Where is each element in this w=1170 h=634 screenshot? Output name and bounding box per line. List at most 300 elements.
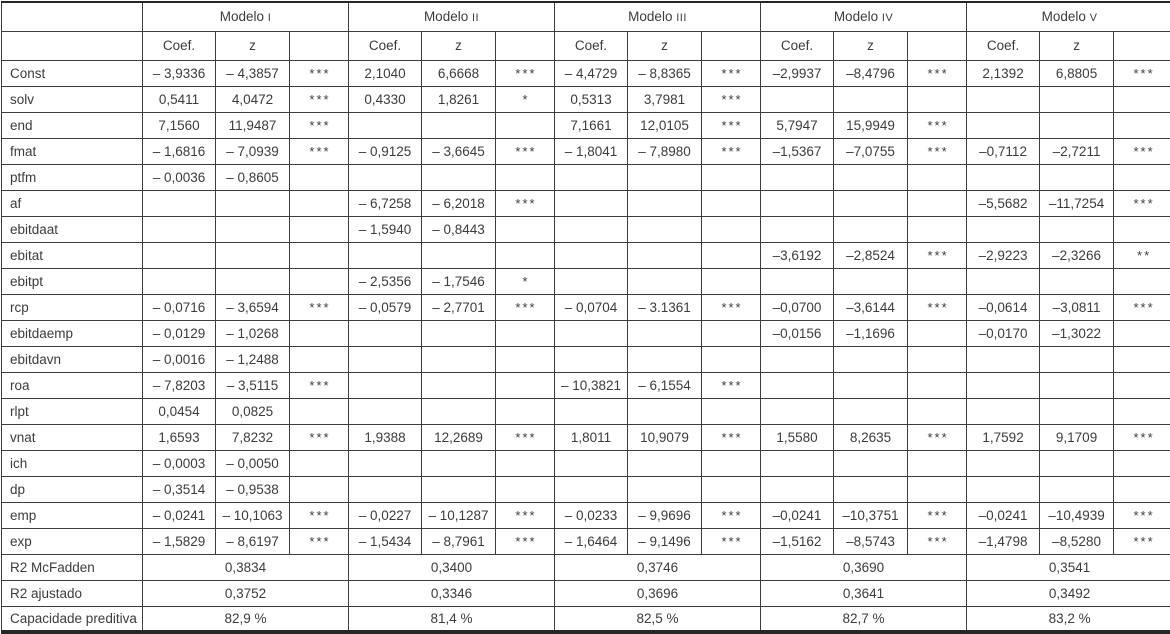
- z-cell: – 0,9538: [216, 476, 290, 502]
- significance-cell: [1114, 112, 1170, 138]
- coef-cell: [967, 216, 1040, 242]
- z-cell: [216, 216, 290, 242]
- z-cell: 4,0472: [216, 86, 290, 112]
- coef-cell: [143, 216, 216, 242]
- z-cell: –10,4939: [1040, 502, 1114, 528]
- table-row: [2, 528, 1170, 554]
- variable-label: af: [2, 190, 143, 216]
- significance-cell: *: [496, 86, 555, 112]
- variable-label: rcp: [2, 294, 143, 320]
- coef-cell: – 1,5434: [349, 528, 422, 554]
- significance-cell: [290, 476, 349, 502]
- significance-cell: ***: [290, 424, 349, 450]
- significance-cell: ***: [1114, 60, 1170, 86]
- z-cell: [1040, 216, 1114, 242]
- coef-cell: – 0,0036: [143, 164, 216, 190]
- significance-cell: ***: [908, 242, 967, 268]
- variable-label: dp: [2, 476, 143, 502]
- coef-cell: [761, 190, 834, 216]
- significance-cell: ***: [1114, 502, 1170, 528]
- z-cell: [628, 164, 702, 190]
- significance-cell: [1114, 476, 1170, 502]
- significance-cell: [908, 450, 967, 476]
- table-row: [2, 190, 1170, 216]
- model-header: [555, 2, 761, 31]
- coef-cell: 1,8011: [555, 424, 628, 450]
- coef-cell: – 0,0233: [555, 502, 628, 528]
- coef-cell: [555, 450, 628, 476]
- summary-row: [2, 554, 1170, 580]
- coef-cell: [967, 112, 1040, 138]
- significance-cell: [908, 398, 967, 424]
- summary-label: R2 McFadden: [2, 554, 143, 580]
- z-cell: [1040, 346, 1114, 372]
- significance-cell: ***: [702, 424, 761, 450]
- coef-cell: 1,9388: [349, 424, 422, 450]
- z-cell: 11,9487: [216, 112, 290, 138]
- z-cell: 7,8232: [216, 424, 290, 450]
- z-cell: [628, 190, 702, 216]
- significance-cell: ***: [1114, 424, 1170, 450]
- coef-cell: – 3,9336: [143, 60, 216, 86]
- significance-cell: ***: [908, 112, 967, 138]
- variable-label: exp: [2, 528, 143, 554]
- z-cell: – 7,8980: [628, 138, 702, 164]
- variable-label: ebitdaat: [2, 216, 143, 242]
- significance-cell: [496, 398, 555, 424]
- model-name: Modelo: [220, 9, 264, 24]
- coef-cell: –2,9223: [967, 242, 1040, 268]
- significance-header: [496, 31, 555, 60]
- coef-cell: [349, 242, 422, 268]
- significance-cell: ***: [1114, 190, 1170, 216]
- significance-cell: ***: [290, 86, 349, 112]
- variable-label: end: [2, 112, 143, 138]
- significance-cell: ***: [496, 502, 555, 528]
- z-cell: [628, 320, 702, 346]
- summary-value: 0,3834: [143, 554, 349, 580]
- model-header: [761, 2, 967, 31]
- model-numeral: V: [1090, 12, 1098, 24]
- significance-cell: [290, 268, 349, 294]
- variable-label: vnat: [2, 424, 143, 450]
- z-cell: –2,8524: [834, 242, 908, 268]
- z-cell: –3,6144: [834, 294, 908, 320]
- coef-cell: – 0,0003: [143, 450, 216, 476]
- z-cell: [1040, 86, 1114, 112]
- z-cell: –8,5280: [1040, 528, 1114, 554]
- significance-cell: [496, 164, 555, 190]
- coef-cell: [761, 398, 834, 424]
- coef-cell: [967, 450, 1040, 476]
- coef-cell: –3,6192: [761, 242, 834, 268]
- significance-cell: [702, 450, 761, 476]
- variable-label: fmat: [2, 138, 143, 164]
- coef-cell: 0,5313: [555, 86, 628, 112]
- coef-cell: [555, 242, 628, 268]
- model-numeral: II: [472, 12, 479, 24]
- z-cell: [628, 450, 702, 476]
- z-cell: – 3,5115: [216, 372, 290, 398]
- coef-cell: [143, 268, 216, 294]
- z-cell: 0,0825: [216, 398, 290, 424]
- z-cell: [834, 450, 908, 476]
- z-cell: [834, 476, 908, 502]
- z-cell: [834, 216, 908, 242]
- significance-cell: ***: [496, 528, 555, 554]
- table-row: [2, 502, 1170, 528]
- table-row: [2, 268, 1170, 294]
- model-header: [349, 2, 555, 31]
- coef-cell: [761, 450, 834, 476]
- significance-cell: [702, 476, 761, 502]
- coef-cell: [967, 346, 1040, 372]
- significance-cell: ***: [496, 138, 555, 164]
- significance-cell: [908, 216, 967, 242]
- coef-header: Coef.: [555, 31, 628, 60]
- z-cell: [834, 268, 908, 294]
- variable-label: Const: [2, 60, 143, 86]
- summary-label: R2 ajustado: [2, 580, 143, 606]
- z-cell: [422, 450, 496, 476]
- significance-cell: [290, 320, 349, 346]
- coef-cell: [349, 476, 422, 502]
- z-header: z: [216, 31, 290, 60]
- z-cell: [422, 476, 496, 502]
- coef-cell: [967, 476, 1040, 502]
- model-name: Modelo: [628, 9, 672, 24]
- z-cell: 12,2689: [422, 424, 496, 450]
- z-cell: – 0,8443: [422, 216, 496, 242]
- significance-cell: ***: [702, 138, 761, 164]
- z-header: z: [1040, 31, 1114, 60]
- significance-cell: [1114, 398, 1170, 424]
- z-cell: – 0,0050: [216, 450, 290, 476]
- significance-cell: [1114, 216, 1170, 242]
- summary-value: 0,3346: [349, 580, 555, 606]
- coef-cell: –1,5367: [761, 138, 834, 164]
- significance-cell: [290, 216, 349, 242]
- coef-cell: – 0,0129: [143, 320, 216, 346]
- coef-cell: [761, 216, 834, 242]
- significance-cell: ***: [702, 528, 761, 554]
- coef-cell: 7,1560: [143, 112, 216, 138]
- coef-header: Coef.: [143, 31, 216, 60]
- variable-label: ebitpt: [2, 268, 143, 294]
- z-cell: – 10,1063: [216, 502, 290, 528]
- summary-value: 82,9 %: [143, 606, 349, 632]
- coef-cell: –5,5682: [967, 190, 1040, 216]
- coef-cell: [349, 398, 422, 424]
- coef-cell: – 10,3821: [555, 372, 628, 398]
- z-cell: [628, 398, 702, 424]
- significance-cell: [702, 164, 761, 190]
- z-cell: –2,7211: [1040, 138, 1114, 164]
- significance-cell: [908, 476, 967, 502]
- z-cell: – 8,7961: [422, 528, 496, 554]
- significance-cell: [290, 450, 349, 476]
- z-cell: –8,4796: [834, 60, 908, 86]
- significance-cell: [702, 216, 761, 242]
- z-cell: –11,7254: [1040, 190, 1114, 216]
- coef-cell: –0,0614: [967, 294, 1040, 320]
- coef-cell: 0,4330: [349, 86, 422, 112]
- coef-cell: [967, 268, 1040, 294]
- coef-header: Coef.: [349, 31, 422, 60]
- z-cell: –1,1696: [834, 320, 908, 346]
- coef-cell: –0,7112: [967, 138, 1040, 164]
- coef-cell: – 0,0704: [555, 294, 628, 320]
- table-body: [2, 60, 1170, 632]
- coef-cell: [349, 112, 422, 138]
- significance-cell: [908, 346, 967, 372]
- significance-cell: [290, 164, 349, 190]
- coef-cell: – 1,6816: [143, 138, 216, 164]
- z-cell: [628, 268, 702, 294]
- significance-cell: [1114, 164, 1170, 190]
- variable-label: ebitat: [2, 242, 143, 268]
- coef-cell: – 4,4729: [555, 60, 628, 86]
- z-cell: –2,3266: [1040, 242, 1114, 268]
- z-cell: –8,5743: [834, 528, 908, 554]
- significance-cell: ***: [1114, 138, 1170, 164]
- coef-cell: –0,0170: [967, 320, 1040, 346]
- z-cell: [216, 268, 290, 294]
- variable-label: ebitdaemp: [2, 320, 143, 346]
- corner-cell: [2, 31, 143, 60]
- significance-cell: ***: [908, 138, 967, 164]
- significance-cell: [702, 190, 761, 216]
- significance-cell: ***: [702, 86, 761, 112]
- coef-cell: [555, 268, 628, 294]
- variable-label: solv: [2, 86, 143, 112]
- variable-label: rlpt: [2, 398, 143, 424]
- z-cell: [422, 242, 496, 268]
- table-row: [2, 216, 1170, 242]
- z-cell: –1,3022: [1040, 320, 1114, 346]
- z-cell: – 7,0939: [216, 138, 290, 164]
- coef-cell: [143, 242, 216, 268]
- table-row: [2, 320, 1170, 346]
- coef-cell: [761, 164, 834, 190]
- z-cell: –3,0811: [1040, 294, 1114, 320]
- z-cell: [1040, 112, 1114, 138]
- z-cell: – 4,3857: [216, 60, 290, 86]
- coef-cell: [967, 398, 1040, 424]
- z-cell: – 8,6197: [216, 528, 290, 554]
- significance-cell: [908, 268, 967, 294]
- significance-cell: [908, 190, 967, 216]
- z-cell: [834, 86, 908, 112]
- coef-cell: [349, 320, 422, 346]
- z-cell: 6,8805: [1040, 60, 1114, 86]
- coef-cell: –0,0241: [761, 502, 834, 528]
- coef-cell: 2,1392: [967, 60, 1040, 86]
- coef-cell: – 2,5356: [349, 268, 422, 294]
- z-cell: [834, 164, 908, 190]
- coef-cell: [555, 346, 628, 372]
- z-cell: [1040, 164, 1114, 190]
- z-cell: – 0,8605: [216, 164, 290, 190]
- z-cell: 8,2635: [834, 424, 908, 450]
- significance-cell: [1114, 346, 1170, 372]
- variable-label: emp: [2, 502, 143, 528]
- coef-cell: – 0,9125: [349, 138, 422, 164]
- summary-value: 82,5 %: [555, 606, 761, 632]
- z-cell: [422, 164, 496, 190]
- z-cell: [1040, 476, 1114, 502]
- significance-cell: ***: [290, 372, 349, 398]
- z-cell: – 10,1287: [422, 502, 496, 528]
- z-header: z: [834, 31, 908, 60]
- coef-cell: [555, 164, 628, 190]
- summary-value: 0,3690: [761, 554, 967, 580]
- significance-cell: ***: [290, 138, 349, 164]
- coef-cell: – 0,0016: [143, 346, 216, 372]
- z-cell: – 2,7701: [422, 294, 496, 320]
- z-cell: 9,1709: [1040, 424, 1114, 450]
- z-cell: – 1,2488: [216, 346, 290, 372]
- model-name: Modelo: [834, 9, 878, 24]
- table-row: [2, 138, 1170, 164]
- coef-cell: [761, 476, 834, 502]
- significance-cell: [496, 242, 555, 268]
- significance-cell: ***: [908, 60, 967, 86]
- z-cell: [834, 372, 908, 398]
- summary-value: 0,3541: [967, 554, 1170, 580]
- significance-cell: ***: [290, 502, 349, 528]
- table-row: [2, 242, 1170, 268]
- model-numeral: IV: [882, 12, 893, 24]
- coef-cell: 1,7592: [967, 424, 1040, 450]
- significance-cell: ***: [908, 424, 967, 450]
- coef-cell: [761, 372, 834, 398]
- coef-cell: 5,7947: [761, 112, 834, 138]
- z-cell: 6,6668: [422, 60, 496, 86]
- z-header: z: [628, 31, 702, 60]
- coef-cell: [967, 372, 1040, 398]
- coef-cell: – 6,7258: [349, 190, 422, 216]
- z-cell: 10,9079: [628, 424, 702, 450]
- coef-cell: [349, 372, 422, 398]
- regression-results-table: [1, 1, 1170, 634]
- table-row: [2, 424, 1170, 450]
- z-cell: – 9,1496: [628, 528, 702, 554]
- coef-cell: [555, 398, 628, 424]
- summary-value: 0,3641: [761, 580, 967, 606]
- coef-cell: – 0,3514: [143, 476, 216, 502]
- z-cell: [1040, 398, 1114, 424]
- model-header: [143, 2, 349, 31]
- coef-cell: [967, 164, 1040, 190]
- coef-cell: [555, 190, 628, 216]
- significance-cell: [908, 164, 967, 190]
- z-cell: [834, 398, 908, 424]
- significance-cell: ***: [290, 294, 349, 320]
- significance-cell: [290, 242, 349, 268]
- variable-label: ich: [2, 450, 143, 476]
- coef-cell: [349, 164, 422, 190]
- significance-cell: [496, 372, 555, 398]
- significance-cell: *: [496, 268, 555, 294]
- table-row: [2, 60, 1170, 86]
- z-cell: – 6,2018: [422, 190, 496, 216]
- significance-cell: ***: [496, 60, 555, 86]
- variable-label: ptfm: [2, 164, 143, 190]
- significance-cell: [1114, 372, 1170, 398]
- significance-cell: [908, 320, 967, 346]
- coef-cell: –0,0241: [967, 502, 1040, 528]
- z-cell: – 9,9696: [628, 502, 702, 528]
- coef-cell: [761, 268, 834, 294]
- significance-cell: ***: [702, 372, 761, 398]
- significance-cell: ***: [702, 112, 761, 138]
- z-cell: [1040, 372, 1114, 398]
- coef-header: Coef.: [761, 31, 834, 60]
- significance-cell: ***: [908, 502, 967, 528]
- significance-cell: [290, 346, 349, 372]
- z-cell: – 3.1361: [628, 294, 702, 320]
- coef-cell: – 0,0716: [143, 294, 216, 320]
- table-row: [2, 346, 1170, 372]
- coef-cell: 2,1040: [349, 60, 422, 86]
- table-row: [2, 294, 1170, 320]
- table-row: [2, 476, 1170, 502]
- coef-header: Coef.: [967, 31, 1040, 60]
- column-header-row: [2, 31, 1170, 60]
- z-cell: [628, 476, 702, 502]
- z-cell: 3,7981: [628, 86, 702, 112]
- significance-cell: ***: [496, 424, 555, 450]
- z-cell: –10,3751: [834, 502, 908, 528]
- coef-cell: –1,5162: [761, 528, 834, 554]
- coef-cell: – 1,6464: [555, 528, 628, 554]
- table-row: [2, 164, 1170, 190]
- coef-cell: 1,6593: [143, 424, 216, 450]
- coef-cell: [967, 86, 1040, 112]
- significance-cell: [702, 242, 761, 268]
- z-cell: [1040, 450, 1114, 476]
- coef-cell: – 7,8203: [143, 372, 216, 398]
- coef-cell: –0,0700: [761, 294, 834, 320]
- summary-value: 83,2 %: [967, 606, 1170, 632]
- significance-cell: [908, 372, 967, 398]
- coef-cell: [349, 346, 422, 372]
- z-cell: [628, 242, 702, 268]
- model-name: Modelo: [424, 9, 468, 24]
- coef-cell: 1,5580: [761, 424, 834, 450]
- significance-cell: [702, 268, 761, 294]
- significance-cell: [290, 190, 349, 216]
- z-cell: [628, 216, 702, 242]
- coef-cell: – 0,0241: [143, 502, 216, 528]
- z-cell: [422, 112, 496, 138]
- significance-cell: [702, 320, 761, 346]
- significance-header: [1114, 31, 1170, 60]
- z-cell: – 3,6645: [422, 138, 496, 164]
- coef-cell: 7,1661: [555, 112, 628, 138]
- coef-cell: 0,5411: [143, 86, 216, 112]
- z-cell: – 1,7546: [422, 268, 496, 294]
- significance-cell: ***: [908, 294, 967, 320]
- coef-cell: – 1,5940: [349, 216, 422, 242]
- summary-value: 82,7 %: [761, 606, 967, 632]
- z-cell: [422, 372, 496, 398]
- significance-cell: [908, 86, 967, 112]
- significance-cell: [496, 320, 555, 346]
- coef-cell: – 1,8041: [555, 138, 628, 164]
- z-cell: 1,8261: [422, 86, 496, 112]
